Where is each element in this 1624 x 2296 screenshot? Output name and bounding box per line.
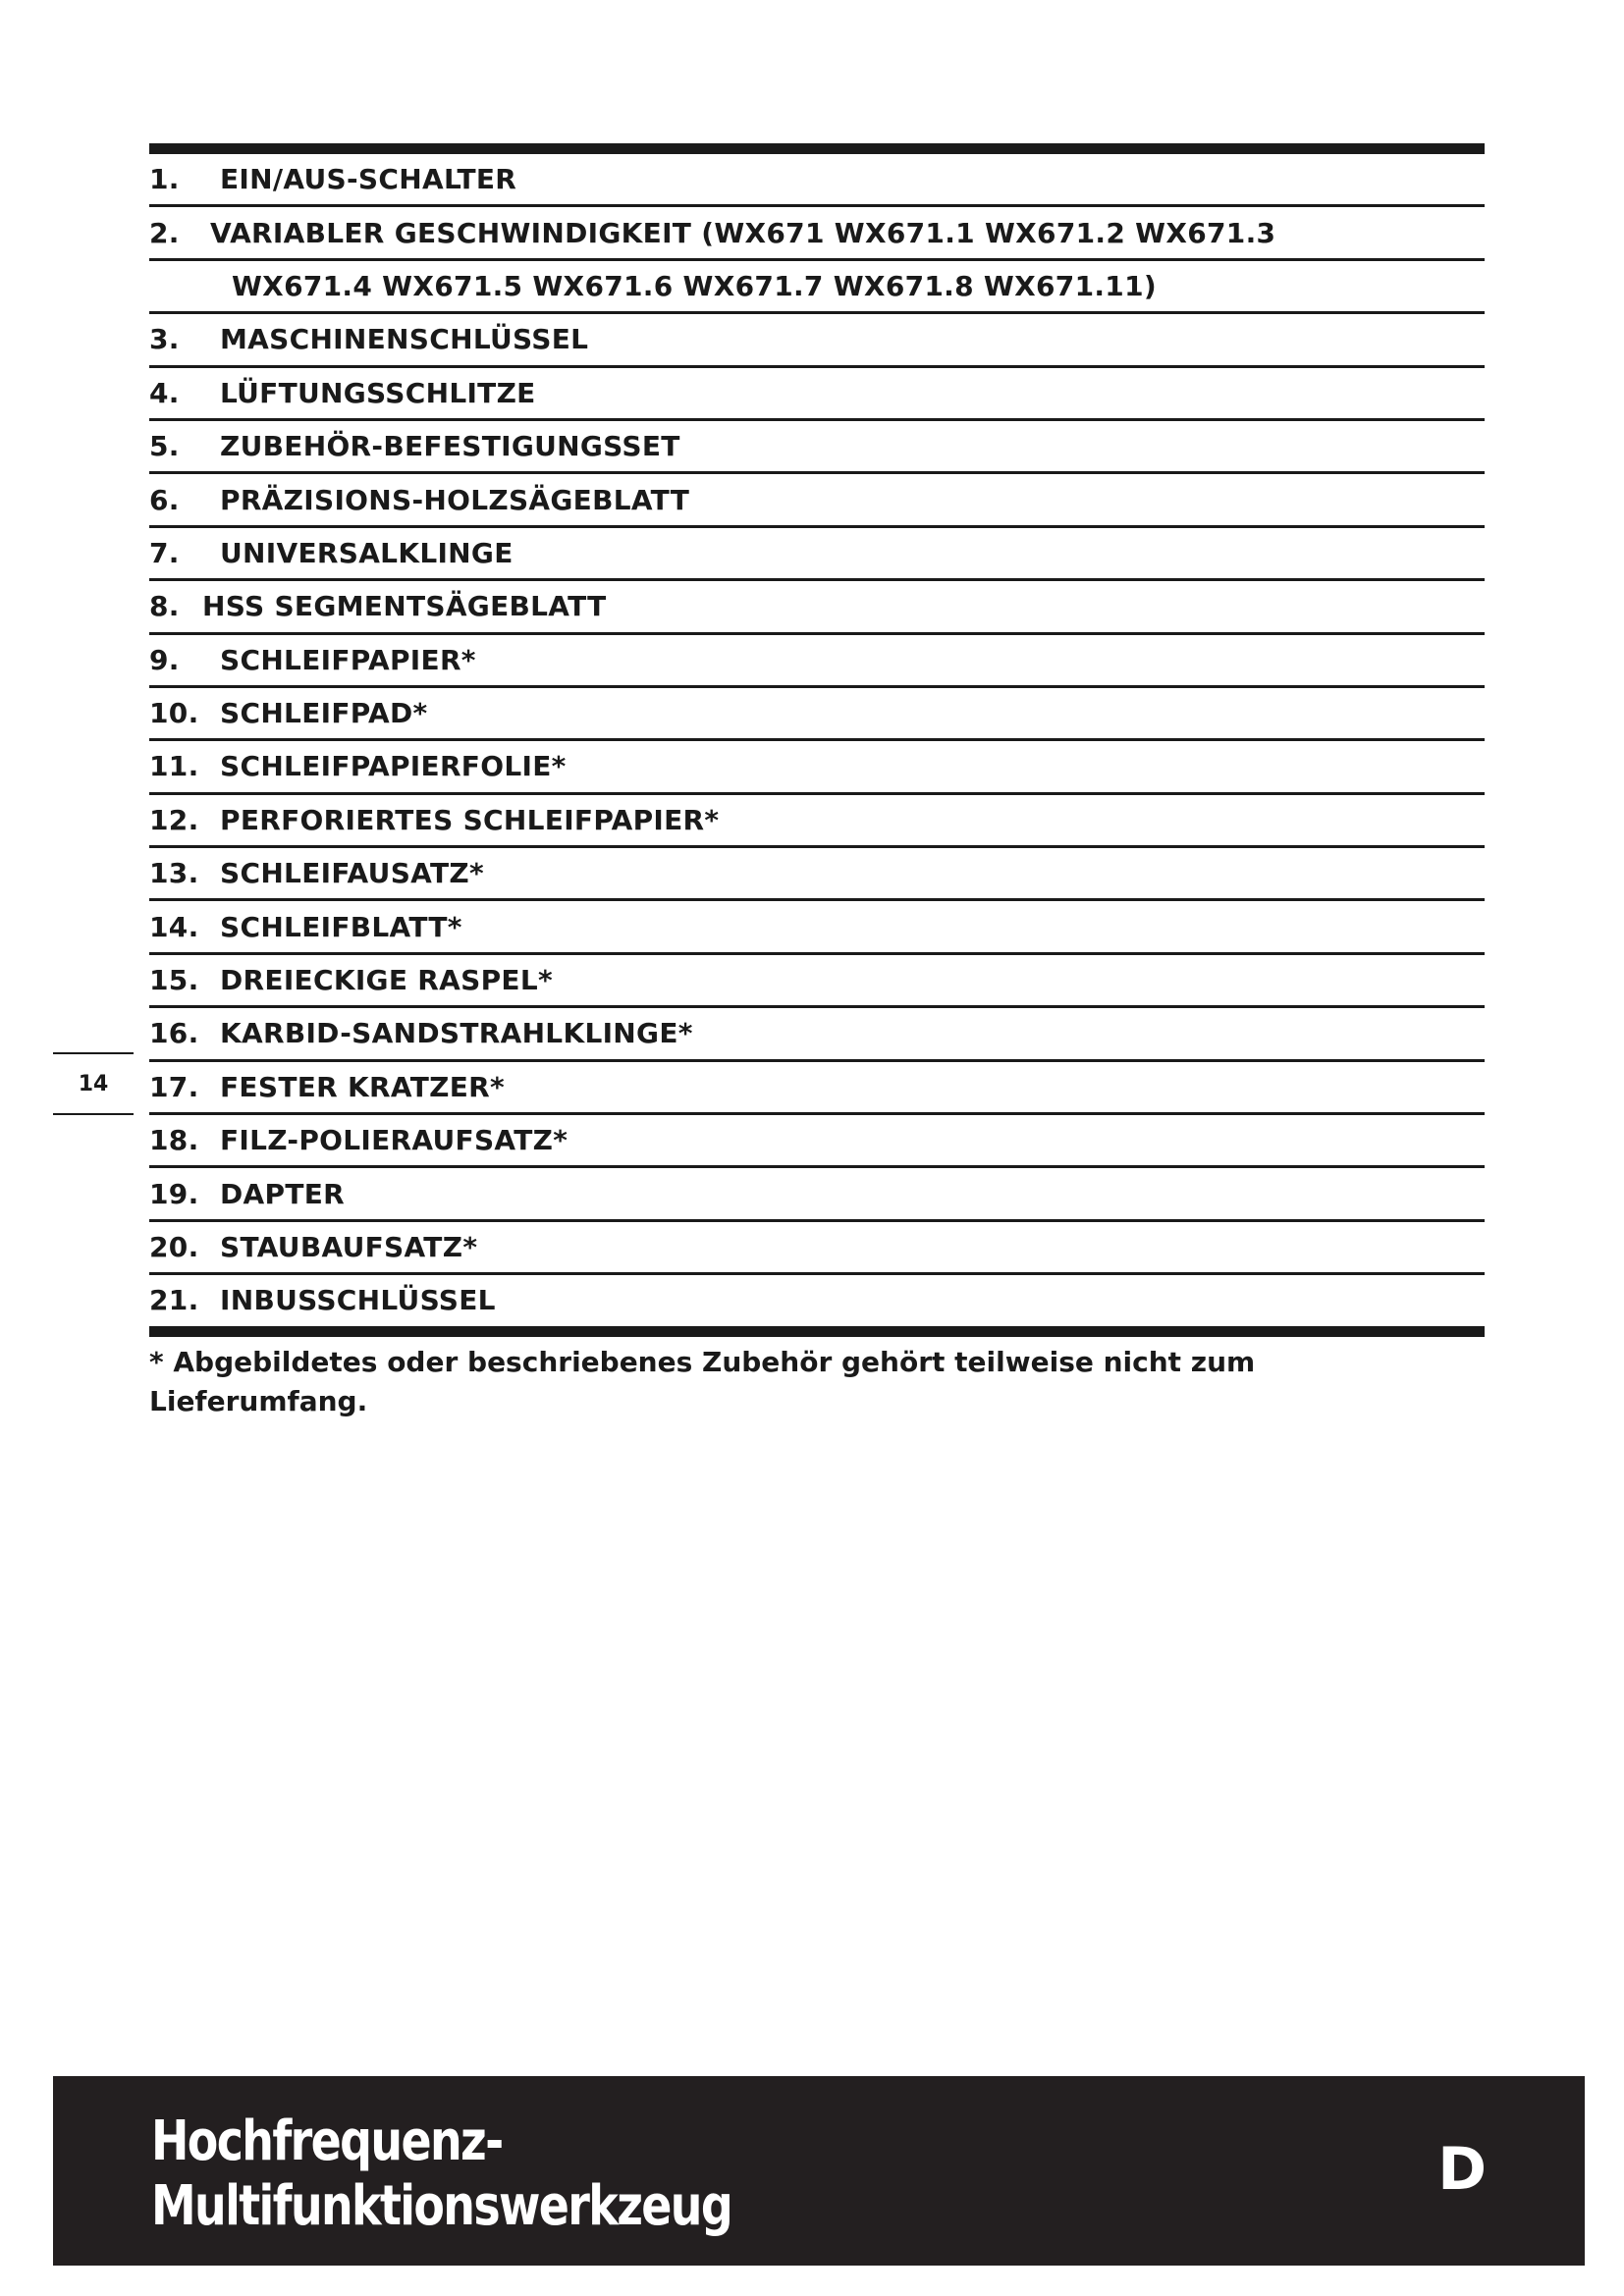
part-number: 17. [149, 1070, 199, 1103]
part-label: FILZ-POLIERAUFSATZ* [220, 1124, 568, 1157]
parts-list-row [149, 795, 1485, 848]
part-number: 16. [149, 1017, 199, 1050]
part-label: SCHLEIFAUSATZ* [220, 857, 484, 890]
part-label: PRÄZISIONS-HOLZSÄGEBLATT [220, 483, 690, 516]
part-label: DAPTER [220, 1177, 346, 1210]
parts-list-row [149, 421, 1485, 474]
footnote [149, 1343, 1426, 1421]
part-number: 20. [149, 1231, 199, 1263]
parts-list-row [149, 581, 1485, 634]
part-label: FESTER KRATZER* [220, 1070, 505, 1103]
part-number: 3. [149, 323, 180, 356]
parts-list-row [149, 901, 1485, 954]
parts-list-row [149, 741, 1485, 794]
parts-list-row [149, 1222, 1485, 1275]
parts-list [149, 143, 1485, 1337]
part-label: SCHLEIFBLATT* [220, 910, 462, 943]
parts-list-row [149, 207, 1485, 260]
part-number: 1. [149, 163, 180, 196]
footer-band [53, 2076, 1585, 2266]
part-label: KARBID-SANDSTRAHLKLINGE* [220, 1017, 693, 1050]
parts-list-row [149, 1168, 1485, 1221]
parts-list-row [149, 1115, 1485, 1168]
footnote-line: Lieferumfang. [149, 1385, 368, 1417]
part-label: SCHLEIFPAPIER* [220, 643, 476, 676]
parts-list-row [149, 1275, 1485, 1325]
part-label: EIN/AUS-SCHALTER [220, 163, 517, 196]
part-label: ZUBEHÖR-BEFESTIGUNGSSET [220, 430, 680, 463]
part-label: WX671.4 WX671.5 WX671.6 WX671.7 WX671.8 WX671.11) [232, 269, 1157, 302]
part-number: 13. [149, 857, 199, 890]
parts-list-row [149, 314, 1485, 367]
part-number: 18. [149, 1124, 199, 1157]
part-number: 4. [149, 376, 180, 409]
part-number: 12. [149, 803, 199, 836]
footnote-line: * Abgebildetes oder beschriebenes Zubehör gehört teilweise nicht zum [149, 1346, 1256, 1378]
part-number: 7. [149, 536, 180, 569]
part-label: PERFORIERTES SCHLEIFPAPIER* [220, 803, 720, 836]
parts-list-row [149, 688, 1485, 741]
part-number: 15. [149, 964, 199, 997]
part-number: 10. [149, 697, 199, 730]
footer-title [151, 2109, 731, 2239]
page-number: 14 [53, 1052, 134, 1115]
parts-list-row-continuation [149, 261, 1485, 314]
part-number: 21. [149, 1284, 199, 1317]
part-label: LÜFTUNGSSCHLITZE [220, 376, 536, 409]
part-label: INBUSSCHLÜSSEL [220, 1284, 496, 1317]
part-label: MASCHINENSCHLÜSSEL [220, 323, 589, 356]
part-number: 9. [149, 643, 180, 676]
footer-title-line: Multifunktionswerkzeug [151, 2174, 732, 2238]
parts-list-row [149, 154, 1485, 207]
parts-list-row [149, 474, 1485, 527]
part-number: 2. [149, 216, 180, 249]
part-number: 5. [149, 430, 180, 463]
parts-list-row [149, 528, 1485, 581]
parts-list-row [149, 955, 1485, 1008]
parts-list-row [149, 368, 1485, 421]
footer-title-line: Hochfrequenz- [151, 2109, 503, 2173]
part-label: STAUBAUFSATZ* [220, 1231, 478, 1263]
part-label: VARIABLER GESCHWINDIGKEIT (WX671 WX671.1 WX671.2 WX671.3 [210, 216, 1276, 249]
language-code: D [1437, 2135, 1487, 2204]
part-number: 8. [149, 590, 180, 623]
part-number: 14. [149, 910, 199, 943]
part-number: 19. [149, 1177, 199, 1210]
part-label: UNIVERSALKLINGE [220, 536, 514, 569]
parts-list-row [149, 635, 1485, 688]
part-number: 6. [149, 483, 180, 516]
part-label: HSS SEGMENTSÄGEBLATT [202, 590, 607, 623]
part-label: SCHLEIFPAPIERFOLIE* [220, 750, 567, 783]
part-number: 11. [149, 750, 199, 783]
parts-list-row [149, 1062, 1485, 1115]
parts-list-row [149, 1008, 1485, 1061]
part-label: SCHLEIFPAD* [220, 697, 428, 730]
parts-list-row [149, 848, 1485, 901]
part-label: DREIECKIGE RASPEL* [220, 964, 553, 997]
